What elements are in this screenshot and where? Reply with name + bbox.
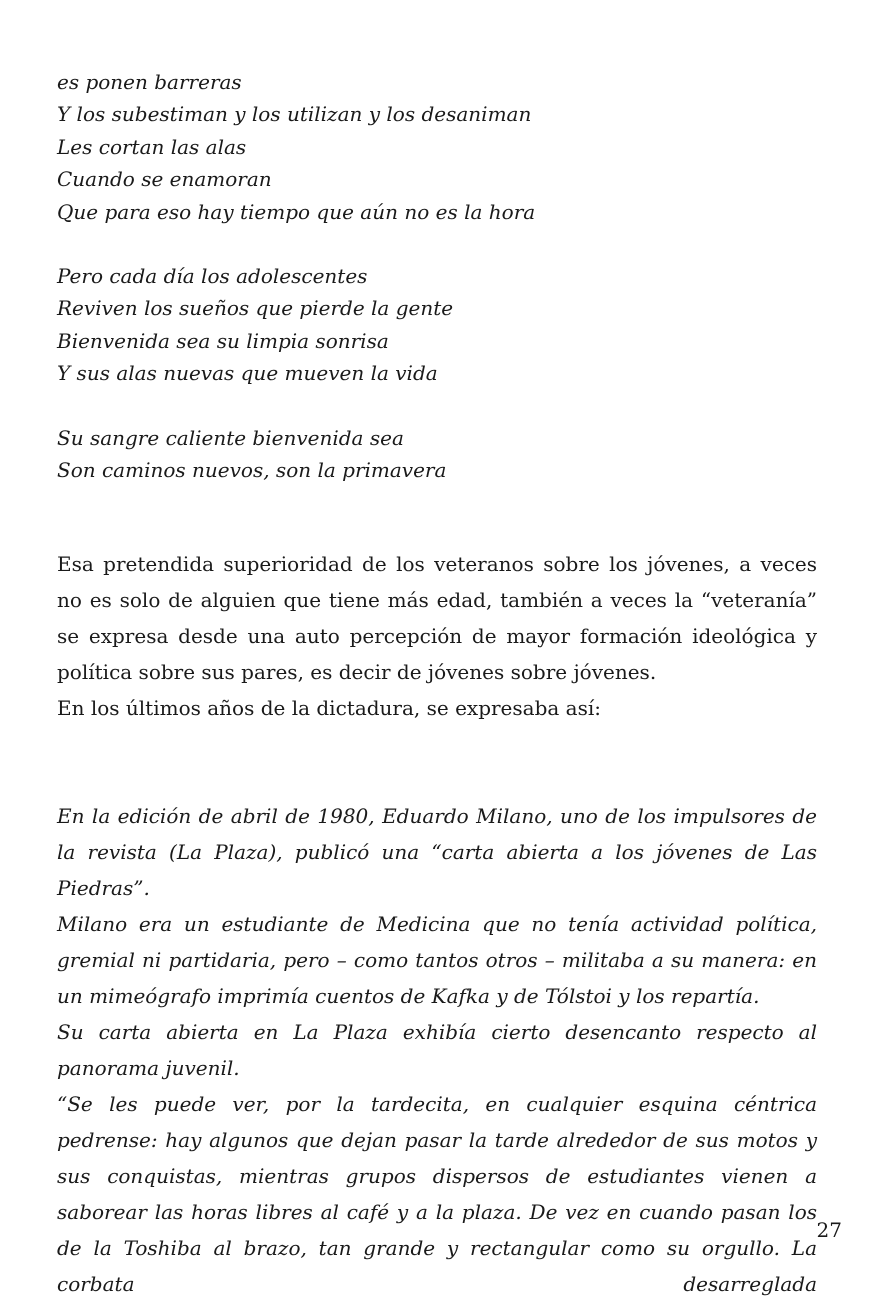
verse-line: Pero cada día los adolescentes xyxy=(57,264,368,289)
quote-paragraph: “Se les puede ver, por la tardecita, en cualquier esquina céntrica pedrense: hay algunos que dejan pasar la tarde alrededor de sus motos y sus conquistas, mientras grupos dispersos de estudiantes vienen a saborear las horas libres al café y a la plaza. De vez en cuando pasan los de la Toshiba al brazo, tan grande y rectangular como su orgullo. La corbata desarreglada xyxy=(57,1092,817,1297)
poem-stanza-1 xyxy=(57,66,817,228)
poem xyxy=(57,66,817,486)
verse-line: Que para eso hay tiempo que aún no es la hora xyxy=(57,199,536,224)
verse-line: Les cortan las alas xyxy=(57,134,247,159)
quote-paragraph: En la edición de abril de 1980, Eduardo Milano, uno de los impulsores de la revista (La Plaza), publicó una “carta abierta a los jóvenes de Las Piedras”. xyxy=(57,804,817,901)
prose-paragraph: En los últimos años de la dictadura, se expresaba así: xyxy=(57,696,601,721)
verse-line: Cuando se enamoran xyxy=(57,167,272,192)
prose-paragraph: Esa pretendida superioridad de los veteranos sobre los jóvenes, a veces no es solo de alguien que tiene más edad, también a veces la “veteranía” se expresa desde una auto percepción de mayor formación ideológica y política sobre sus pares, es decir de jóvenes sobre jóvenes. xyxy=(57,552,817,685)
verse-line: Y sus alas nuevas que mueven la vida xyxy=(57,361,438,386)
verse-line: Y los subestiman y los utilizan y los desaniman xyxy=(57,102,532,127)
quote-paragraph: Milano era un estudiante de Medicina que no tenía actividad política, gremial ni partidaria, pero – como tantos otros – militaba a su manera: en un mimeógrafo imprimía cuentos de Kafka y de Tólstoi y los repartía. xyxy=(57,912,817,1009)
verse-line: es ponen barreras xyxy=(57,70,242,94)
poem-stanza-2 xyxy=(57,260,817,390)
verse-line: Son caminos nuevos, son la primavera xyxy=(57,458,447,483)
verse-line: Su sangre caliente bienvenida sea xyxy=(57,425,404,450)
verse-line: Bienvenida sea su limpia sonrisa xyxy=(57,328,389,353)
quoted-passage xyxy=(57,798,817,1302)
poem-stanza-3 xyxy=(57,422,817,487)
quote-paragraph: Su carta abierta en La Plaza exhibía cierto desencanto respecto al panorama juvenil. xyxy=(57,1020,817,1081)
page-content xyxy=(57,66,817,1302)
page-number: 27 xyxy=(816,1218,842,1242)
verse-line: Reviven los sueños que pierde la gente xyxy=(57,296,454,321)
prose-section xyxy=(57,546,817,726)
